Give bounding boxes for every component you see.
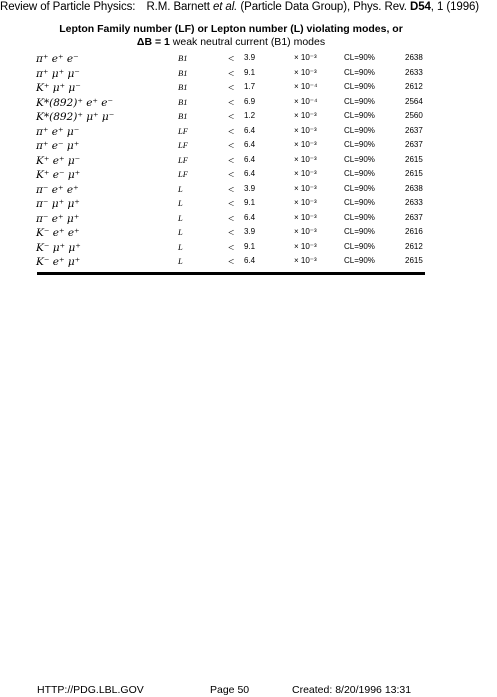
table-row — [0, 213, 497, 228]
momentum-code: 2615 — [405, 154, 423, 164]
relation: < — [228, 212, 235, 225]
violation-type: B1 — [178, 82, 188, 92]
relation: < — [228, 256, 235, 268]
decay-mode: π⁻ e⁺ μ⁺ — [36, 212, 80, 225]
limit-value: 9.1 — [244, 198, 256, 207]
confidence-level: CL=90% — [344, 140, 375, 149]
limit-exponent: × 10⁻³ — [294, 67, 317, 77]
table-row — [0, 242, 497, 257]
confidence-level: CL=90% — [344, 154, 375, 164]
section-title-line2 — [37, 36, 425, 49]
decay-mode: K⁺ e⁻ μ⁺ — [36, 169, 81, 181]
momentum-code: 2633 — [405, 67, 423, 77]
momentum-code: 2615 — [405, 256, 423, 265]
relation: < — [228, 241, 235, 254]
limit-exponent: × 10⁻⁴ — [294, 82, 318, 91]
table-row — [0, 256, 497, 271]
limit-exponent: × 10⁻³ — [294, 227, 317, 236]
relation: < — [228, 227, 235, 239]
decay-mode: π⁺ e⁺ μ⁻ — [36, 125, 80, 138]
table-row — [0, 140, 497, 155]
decay-mode: π⁻ μ⁺ μ⁺ — [36, 198, 80, 210]
decay-mode: π⁺ e⁺ e⁻ — [36, 53, 79, 65]
limit-exponent: × 10⁻³ — [294, 212, 317, 222]
confidence-level: CL=90% — [344, 256, 375, 265]
footer-page-number: Page 50 — [210, 684, 250, 696]
decay-mode: K⁻ e⁺ e⁺ — [36, 227, 80, 239]
momentum-code: 2637 — [405, 140, 423, 149]
limit-exponent: × 10⁻³ — [294, 140, 317, 149]
violation-type: LF — [178, 154, 188, 165]
violation-type: L — [178, 183, 183, 194]
violation-type: B1 — [178, 111, 188, 121]
decay-mode: π⁻ e⁺ e⁺ — [36, 183, 79, 196]
decay-mode: K*(892)⁺ μ⁺ μ⁻ — [36, 111, 115, 123]
authors: R.M. Barnett — [146, 1, 210, 13]
relation: < — [228, 198, 235, 210]
relation: < — [228, 183, 235, 196]
footer-created-date: Created: 8/20/1996 13:31 — [292, 684, 412, 696]
decay-mode: K⁺ μ⁺ μ⁻ — [36, 82, 81, 94]
limit-exponent: × 10⁻⁴ — [294, 96, 318, 106]
limit-value: 9.1 — [244, 67, 256, 77]
momentum-code: 2612 — [405, 241, 423, 251]
limit-value: 6.4 — [244, 212, 256, 222]
limit-exponent: × 10⁻³ — [294, 53, 317, 62]
table-row — [0, 198, 497, 213]
section-title-line2-rest: weak neutral current (B1) modes — [172, 36, 326, 48]
limit-exponent: × 10⁻³ — [294, 111, 317, 120]
confidence-level: CL=90% — [344, 67, 375, 77]
violation-type: LF — [178, 169, 188, 179]
limit-exponent: × 10⁻³ — [294, 183, 317, 193]
relation: < — [228, 67, 235, 80]
limit-value: 6.4 — [244, 125, 256, 135]
confidence-level: CL=90% — [344, 53, 375, 62]
violation-type: L — [178, 241, 183, 252]
limit-value: 3.9 — [244, 53, 256, 62]
relation: < — [228, 96, 235, 109]
momentum-code: 2637 — [405, 125, 423, 135]
limit-exponent: × 10⁻³ — [294, 169, 317, 178]
violation-type: B1 — [178, 67, 188, 78]
relation: < — [228, 82, 235, 94]
confidence-level: CL=90% — [344, 183, 375, 193]
relation: < — [228, 154, 235, 167]
table-row — [0, 227, 497, 242]
confidence-level: CL=90% — [344, 212, 375, 222]
confidence-level: CL=90% — [344, 82, 375, 91]
volume: D54 — [410, 1, 431, 13]
momentum-code: 2638 — [405, 183, 423, 193]
table-row — [0, 82, 497, 97]
violation-type: L — [178, 227, 183, 237]
decay-mode: π⁺ μ⁺ μ⁻ — [36, 67, 80, 80]
momentum-code: 2637 — [405, 212, 423, 222]
confidence-level: CL=90% — [344, 125, 375, 135]
violation-type: B1 — [178, 96, 188, 107]
limit-value: 1.2 — [244, 111, 256, 120]
et-al: et al. — [212, 1, 238, 13]
limit-value: 6.4 — [244, 154, 256, 164]
decay-mode: K⁻ e⁺ μ⁺ — [36, 256, 81, 268]
journal-prefix: Review of Particle Physics: — [0, 1, 136, 13]
momentum-code: 2638 — [405, 53, 423, 62]
relation: < — [228, 140, 235, 152]
momentum-code: 2564 — [405, 96, 423, 106]
limit-value: 6.4 — [244, 140, 256, 149]
limit-exponent: × 10⁻³ — [294, 241, 317, 251]
limit-value: 6.4 — [244, 256, 256, 265]
decay-mode: π⁺ e⁻ μ⁺ — [36, 140, 80, 152]
momentum-code: 2612 — [405, 82, 423, 91]
group: (Particle Data Group), Phys. Rev. — [240, 1, 407, 13]
running-header — [0, 1, 497, 13]
momentum-code: 2560 — [405, 111, 423, 120]
limit-exponent: × 10⁻³ — [294, 198, 317, 207]
limit-value: 9.1 — [244, 241, 256, 251]
limit-value: 6.4 — [244, 169, 256, 178]
violation-type: L — [178, 256, 183, 266]
momentum-code: 2633 — [405, 198, 423, 207]
confidence-level: CL=90% — [344, 198, 375, 207]
confidence-level: CL=90% — [344, 111, 375, 120]
violation-type: L — [178, 212, 183, 223]
table-row — [0, 155, 497, 170]
table-row — [0, 53, 497, 68]
relation: < — [228, 111, 235, 123]
table-bottom-rule — [37, 272, 425, 275]
violation-type: B1 — [178, 53, 188, 63]
momentum-code: 2616 — [405, 227, 423, 236]
limit-value: 3.9 — [244, 183, 256, 193]
table-row — [0, 111, 497, 126]
limit-exponent: × 10⁻³ — [294, 154, 317, 164]
confidence-level: CL=90% — [344, 169, 375, 178]
relation: < — [228, 125, 235, 138]
momentum-code: 2615 — [405, 169, 423, 178]
confidence-level: CL=90% — [344, 227, 375, 236]
table-row — [0, 68, 497, 83]
violation-type: L — [178, 198, 183, 208]
violation-type: LF — [178, 125, 188, 136]
decay-mode: K⁻ μ⁺ μ⁺ — [36, 241, 81, 254]
limit-exponent: × 10⁻³ — [294, 125, 317, 135]
relation: < — [228, 53, 235, 65]
delta-b-label: ΔB = 1 — [136, 36, 170, 48]
decay-mode: K⁺ e⁺ μ⁻ — [36, 154, 81, 167]
confidence-level: CL=90% — [344, 96, 375, 106]
violation-type: LF — [178, 140, 188, 150]
confidence-level: CL=90% — [344, 241, 375, 251]
section-title — [37, 23, 425, 49]
pages-year: , 1 (1996) — [430, 1, 480, 13]
limit-value: 6.9 — [244, 96, 256, 106]
limit-value: 1.7 — [244, 82, 256, 91]
footer-url[interactable]: HTTP://PDG.LBL.GOV — [37, 684, 144, 696]
table-row — [0, 97, 497, 112]
limit-exponent: × 10⁻³ — [294, 256, 317, 265]
decay-mode: K*(892)⁺ e⁺ e⁻ — [36, 96, 114, 109]
table-row — [0, 126, 497, 141]
table-row — [0, 169, 497, 184]
section-title-line1: Lepton Family number (LF) or Lepton number (L) violating modes, or — [59, 23, 403, 35]
limit-value: 3.9 — [244, 227, 256, 236]
relation: < — [228, 169, 235, 181]
table-row — [0, 184, 497, 199]
